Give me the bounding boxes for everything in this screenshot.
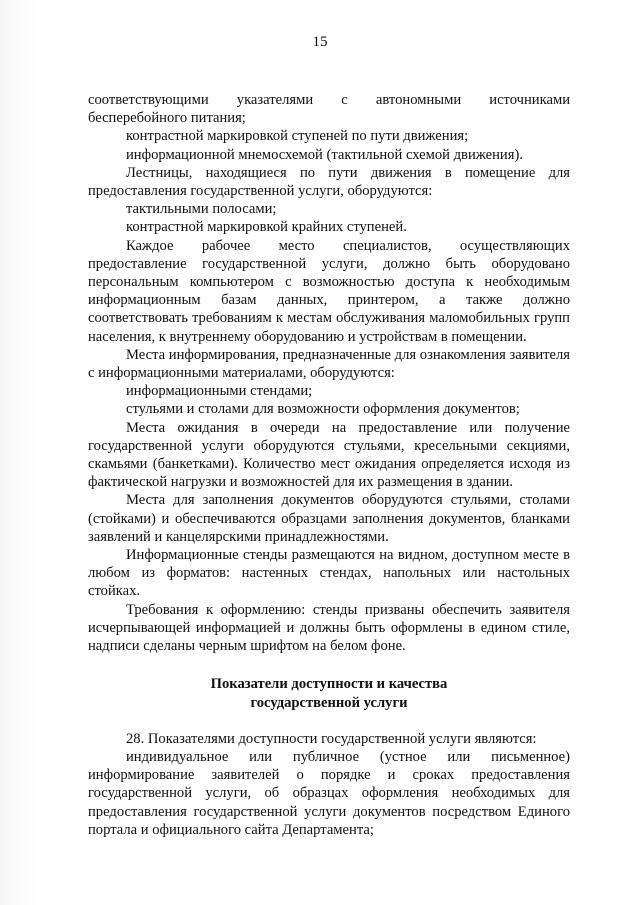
paragraph: Требования к оформлению: стенды призваны обеспечить заявителя исчерпывающей информацией и должны быть оформлены в едином стиле, надписи сделаны черным шрифтом на белом фоне. [88,601,570,655]
paragraph: 28. Показателями доступности государственной услуги являются: [126,730,537,747]
paragraph: индивидуальное или публичное (устное или письменное) информирование заявителей о порядке и сроках предоставления государственной услуги, об образцах оформления необходимых для предоставления государственной услуги документов посредством Единого портала и официального сайта Департамента; [88,748,570,838]
list-item: контрастной маркировкой крайних ступеней. [126,219,407,236]
paragraph: Места информирования, предназначенные для ознакомления заявителя с информационными материалами, оборудуются: [88,346,570,382]
list-item: информационной мнемосхемой (тактильной схемой движения). [126,146,523,163]
list-item: информационными стендами; [126,383,313,400]
paragraph: Информационные стенды размещаются на видном, доступном месте в любом из форматов: настенных стендах, напольных или настольных стойках. [88,547,570,600]
document-body [88,91,570,839]
scan-edge-shadow [0,0,40,905]
section-heading-line: государственной услуги [250,694,408,711]
list-item: стульями и столами для возможности оформления документов; [126,401,520,418]
list-item: тактильными полосами; [126,201,277,218]
paragraph: Места для заполнения документов оборудуются стульями, столами (стойками) и обеспечиваются образцами заполнения документов, бланками заявлений и канцелярскими принадлежностями. [88,492,570,545]
page-number: 15 [312,34,328,50]
paragraph: соответствующими указателями с автономными источниками бесперебойного питания; [88,92,570,127]
section-heading-line: Показатели доступности и качества [210,676,448,693]
paragraph: Лестницы, находящиеся по пути движения в помещение для предоставления государственной услуги, оборудуются: [88,164,570,200]
paragraph: Каждое рабочее место специалистов, осуществляющих предоставление государственной услуги, должно быть оборудовано персональным компьютером с возможностью доступа к необходимым информационным базам данных, принтером, а также должно соответствовать требованиям к местам обслуживания маломобильных групп населения, к внутреннему оборудованию и устройствам в помещении. [88,237,570,345]
section-heading [88,675,570,711]
paragraph: Места ожидания в очереди на предоставление или получение государственной услуги оборудуются стульями, кресельными секциями, скамьями (банкетками). Количество мест ожидания определяется исходя из фактической нагрузки и возможностей для их размещения в здании. [88,419,570,491]
list-item: контрастной маркировкой ступеней по пути движения; [126,128,469,145]
